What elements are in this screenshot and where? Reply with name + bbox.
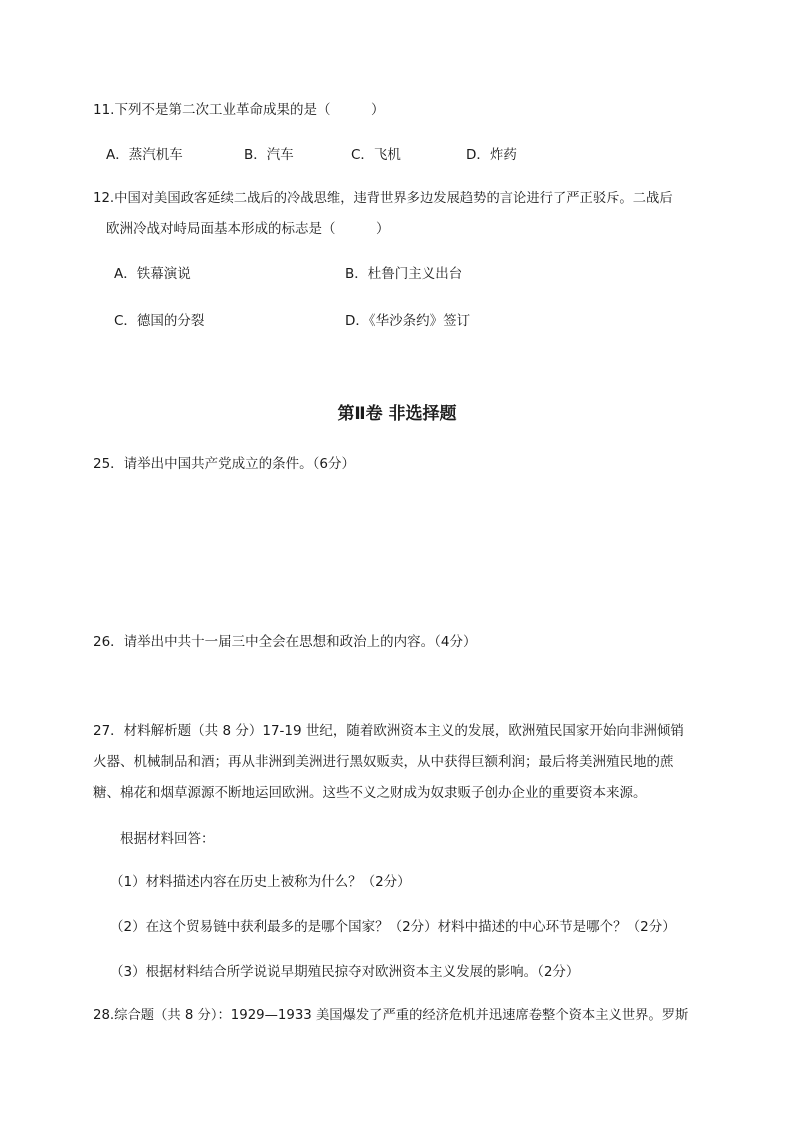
q27-line1: 27．材料解析题（共 8 分）17-19 世纪，随着欧洲资本主义的发展，欧洲殖民国家开始向非洲倾销 <box>93 723 684 739</box>
question-28: 28.综合题（共 8 分）：1929—1933 美国爆发了严重的经济危机并迅速席卷整个资本主义世界。罗斯 <box>93 1008 689 1023</box>
q27-sub1: （1）材料描述内容在历史上被称为什么？（2分） <box>110 874 411 890</box>
section-title: 第Ⅱ卷 非选择题 <box>337 404 457 424</box>
q12-stem-line1: 12.中国对美国政客延续二战后的冷战思维，违背世界多边发展趋势的言论进行了严正驳斥。二战后 <box>93 191 673 206</box>
q27-line2: 火器、机械制品和酒；再从非洲到美洲进行黑奴贩卖，从中获得巨额利润；最后将美洲殖民地的蔗 <box>93 754 674 770</box>
q27-line3: 糖、棉花和烟草源源不断地运回欧洲。这些不义之财成为奴隶贩子创办企业的重要资本来源。 <box>93 785 647 801</box>
q11-option-c: C．飞机 <box>351 147 401 163</box>
q12-option-b: B．杜鲁门主义出台 <box>345 266 463 282</box>
q12-option-a: A．铁幕演说 <box>114 266 191 282</box>
q11-option-a: A．蒸汽机车 <box>106 147 183 163</box>
question-25: 25．请举出中国共产党成立的条件。（6分） <box>93 456 356 472</box>
q27-sub2: （2）在这个贸易链中获利最多的是哪个国家？（2分）材料中描述的中心环节是哪个？（2分） <box>110 919 676 935</box>
q11-option-b: B．汽车 <box>244 147 294 163</box>
question-26: 26．请举出中共十一届三中全会在思想和政治上的内容。（4分） <box>93 634 477 650</box>
q12-option-c: C．德国的分裂 <box>114 313 205 329</box>
q12-option-d: D．《华沙条约》签订 <box>345 313 471 329</box>
q11-option-d: D．炸药 <box>466 147 517 163</box>
q12-stem-line2: 欧洲冷战对峙局面基本形成的标志是（ ） <box>106 221 390 237</box>
q11-stem: 11.下列不是第二次工业革命成果的是（ ） <box>93 102 385 118</box>
q27-prompt: 根据材料回答： <box>120 831 215 847</box>
q27-sub3: （3）根据材料结合所学说说早期殖民掠夺对欧洲资本主义发展的影响。（2分） <box>110 964 580 980</box>
